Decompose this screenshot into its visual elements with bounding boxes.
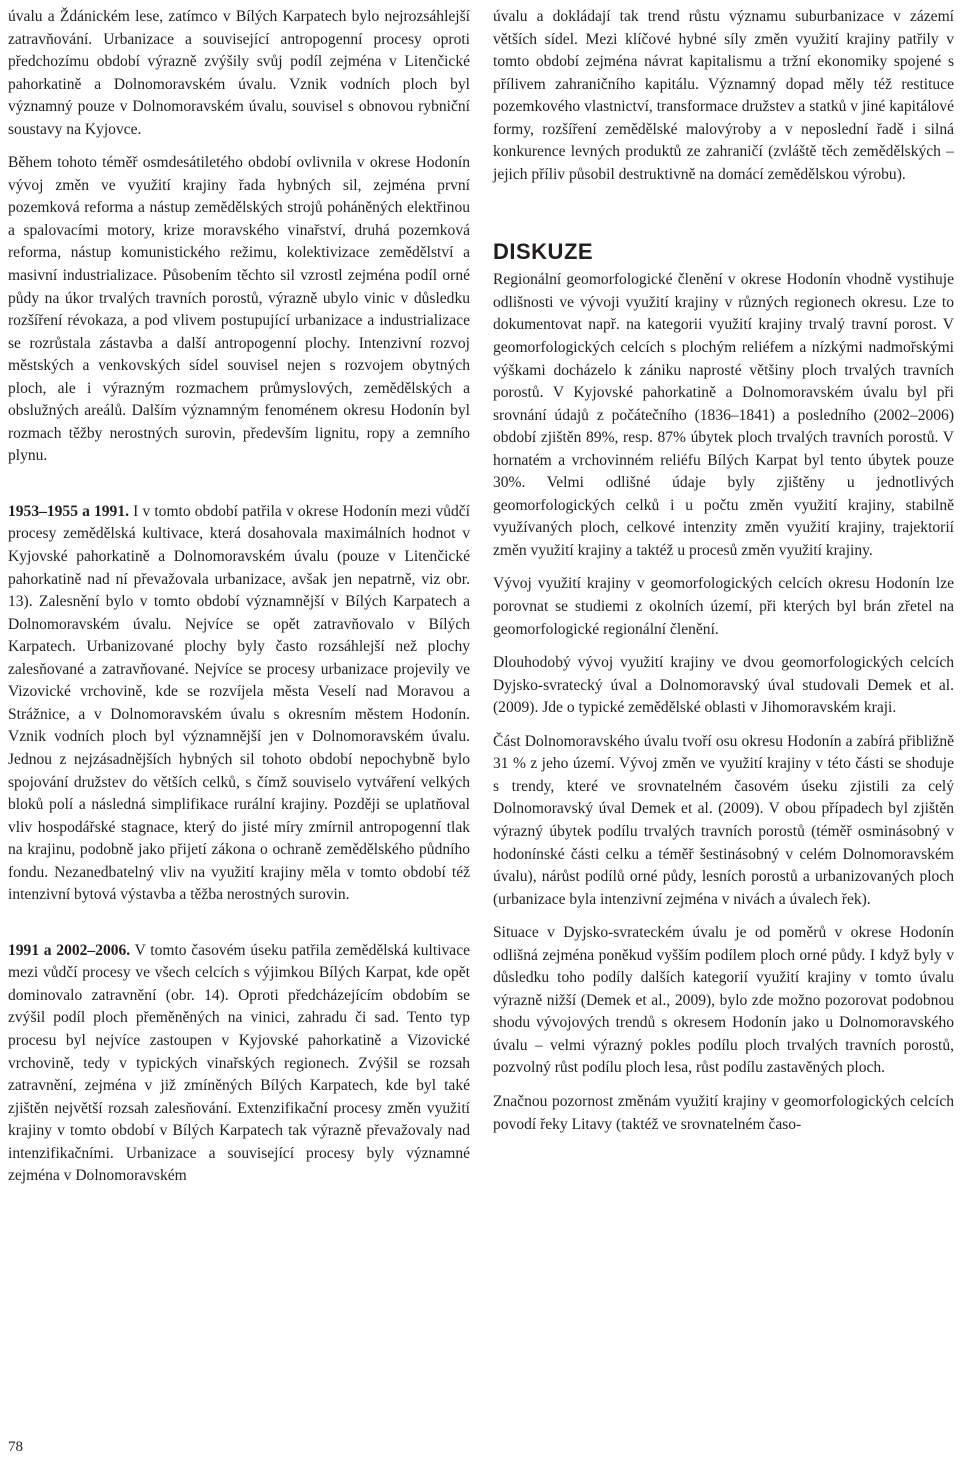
paragraph: Dlouhodobý vývoj využití krajiny ve dvou geomorfologických celcích Dyjsko-svratecký úval a Dolnomoravský úval studovali Demek et al. (2009). Jde o typické zemědělské oblasti v Jihomoravském kraji. — [493, 654, 954, 717]
page-number: 78 — [8, 1439, 23, 1455]
paragraph: Během tohoto téměř osmdesátiletého období ovlivnila v okrese Hodonín vývoj změn ve využití krajiny řada hybných sil, zejména první pozemková reforma a nástup zemědělských strojů poháněných elektřinou a spalovacími motory, krize moravského vinařství, druhá pozemková reforma, nástup komunistického režimu, kolektivizace zemědělství a masivní industrializace. Působením těchto sil vzrostl zejména podíl orné půdy na úkor trvalých travních porostů, výrazně ubylo vinic v důsledku rozšíření révokaza, a pod vlivem postupující urbanizace a industrializace se rozrůstala zástavba a další antropogenní plochy. Intenzivní rozvoj městských a venkovských sídel souvisel nejen s rozvojem obytných ploch, ale i výrazným rozmachem průmyslových, zemědělských a obslužných areálů. Dalším významným fenoménem okresu Hodonín byl rozmach těžby nerostných surovin, především lignitu, ropy a zemního plynu. — [8, 154, 470, 465]
right-text-column — [493, 6, 954, 1136]
paragraph: úvalu a dokládají tak trend růstu významu suburbanizace v zázemí větších sídel. Mezi klíčové hybné síly změn využití krajiny patřily v tomto období zejména návrat kapitalismu a tržní ekonomiky spojené s přílivem zahraničního kapitálu. Významný dopad měly též restituce pozemkového vlastnictví, transformace družstev a statků v jiné kapitálové formy, rozšíření zemědělské malovýroby a v neposlední řadě i silná konkurence levných produktů ze zahraničí (zvláště těch zemědělských – jejich příliv působil destruktivně na domácí zemědělskou výrobu). — [493, 8, 954, 183]
paragraph-period-1953-1991 — [8, 501, 470, 907]
paragraph-body: I v tomto období patřila v okrese Hodonín mezi vůdčí procesy zemědělská kultivace, která dosahovala maximálních hodnot v Kyjovské pahorkatině a Dolnomoravském úvalu (pouze v Litenčické pahorkatině nad ní převažovala urbanizace, avšak jen nepatrně, viz obr. 13). Zalesnění bylo v tomto období významnější v Bílých Karpatech a Dolnomoravském úvalu. Nejvíce se opět zatravňovalo v Bílých Karpatech. Urbanizované plochy byly často rozsáhlejší než plochy zalesňované a zatravňované. Nejvíce se procesy urbanizace projevily ve Vizovické vrchovině, kde se rozvíjela města Veselí nad Moravou a Strážnice, a v Dolnomoravském úvalu s okresním městem Hodonín. Vznik vodních ploch byl významnější jen v Dolnomoravském úvalu. Jednou z nejzásadnějších hybných sil tohoto období nepochybně bylo spojování družstev do větších celků, s čímž souviselo vytváření velkých bloků polí a následná simplifikace rurální krajiny. Později se uplatňoval vliv hospodářské stagnace, který do jisté míry zmírnil antropogenní tlak na krajinu, podobně jako přijetí zákona o ochraně zemědělského půdního fondu. Nezanedbatelný vliv na využití krajiny měla v tomto období též intenzivní bytová výstavba a těžba nerostných surovin. — [8, 502, 470, 904]
left-text-column — [8, 6, 470, 1188]
paragraph: Část Dolnomoravského úvalu tvoří osu okresu Hodonín a zabírá přibližně 31 % z jeho území. Vývoj změn ve využití krajiny v této části se shoduje s trendy, které ve srovnatelném časovém úseku zjistili za celý Dolnomoravský úval Demek et al. (2009). V obou případech byl zjištěn výrazný úbytek podílu trvalých travních porostů (téměř osminásobný v hodonínské části celku a téměř šestinásobný v celém Dolnomoravském úvalu), nárůst podílů orné půdy, lesních porostů a urbanizovaných ploch (urbanizace byla intenzivní zejména v nivách a úvalech řek). — [493, 732, 954, 908]
paragraph-body: V tomto časovém úseku patřila zemědělská kultivace mezi vůdčí procesy ve všech celcích s výjimkou Bílých Karpat, kde opět dominovalo zatravnění (obr. 14). Oproti předcházejícím obdobím se zvýšil podíl ploch přeměněných na vinici, zahradu či sad. Tento typ procesu byl nejvíce zastoupen v Kyjovské pahorkatině a Vizovické vrchovině, tedy v typických vinařských regionech. Zvýšil se rozsah zatravnění, zejména v již zmíněných Bílých Karpatech, kde byl také zjištěn největší rozsah zalesňování. Extenzifikační procesy změn využití krajiny v tomto období v Bílých Karpatech tak výrazně převažovaly nad intenzifikačními. Urbanizace a související procesy byly významné zejména v Dolnomoravském — [8, 941, 470, 1185]
paragraph: Značnou pozornost změnám využití krajiny v geomorfologických celcích povodí řeky Litavy (taktéž ve srovnatelném časo- — [493, 1092, 954, 1133]
period-heading: 1953–1955 a 1991. — [8, 502, 129, 520]
paragraph: úvalu a Ždánickém lese, zatímco v Bílých Karpatech bylo nejrozsáhlejší zatravňování. Urbanizace a související antropogenní procesy oproti předchozímu období výrazně zvýšily svůj podíl zejména v Litenčické pahorkatině a Dolnomoravském úvalu. Vznik vodních ploch byl významný pouze v Dolnomoravském úvalu, souvisel s obnovou rybniční soustavy na Kyjovce. — [8, 8, 470, 138]
section-heading: DISKUZE — [493, 239, 594, 265]
paragraph: Situace v Dyjsko-svrateckém úvalu je od poměrů v okrese Hodonín odlišná zejména poněkud vyšším podílem ploch orné půdy. I když byly v důsledku toho podíly dalších kategorií využití krajiny v tomto úvalu výrazně nižší (Demek et al., 2009), bylo zde možno pozorovat podobnou shodu vývojových trendů s okresem Hodonín jako u Dolnomoravského úvalu – velmi výrazný pokles podílu ploch trvalých travních porostů, pozvolný růst podílu ploch lesa, růst podílu zastavěných ploch. — [493, 924, 954, 1077]
paragraph: Vývoj využití krajiny v geomorfologických celcích okresu Hodonín lze porovnat se studiemi z okolních území, při kterých byl brán zřetel na geomorfologické regionální členění. — [493, 575, 954, 638]
paragraph-period-1991-2006 — [8, 940, 470, 1188]
period-heading: 1991 a 2002–2006. — [8, 941, 131, 959]
paragraph: Regionální geomorfologické členění v okrese Hodonín vhodně vystihuje odlišnosti ve vývoji využití krajiny v různých regionech okresu. Lze to dokumentovat např. na kategorii využití krajiny trvalý travní porost. V geomorfologických celcích s plochým reliéfem a nízkými nadmořskými výškami docházelo k zániku naprosté většiny ploch trvalých travních porostů. V Kyjovské pahorkatině a Dolnomoravském úvalu byl při srovnání údajů z počátečního (1836–1841) a posledního (2002–2006) období zjištěn 89%, resp. 87% úbytek ploch trvalých travních porostů. V hornatém a vrchovinném reliéfu Bílých Karpat byl tento úbytek pouze 30%. Velmi odlišné údaje byly zjištěny u jednotlivých geomorfologických celků i u počtu změn využití krajiny, stabilně využívaných ploch, celkové intenzity změn využití krajiny, trajektorií změn využití krajiny a taktéž u procesů změn využití krajiny. — [493, 271, 954, 559]
